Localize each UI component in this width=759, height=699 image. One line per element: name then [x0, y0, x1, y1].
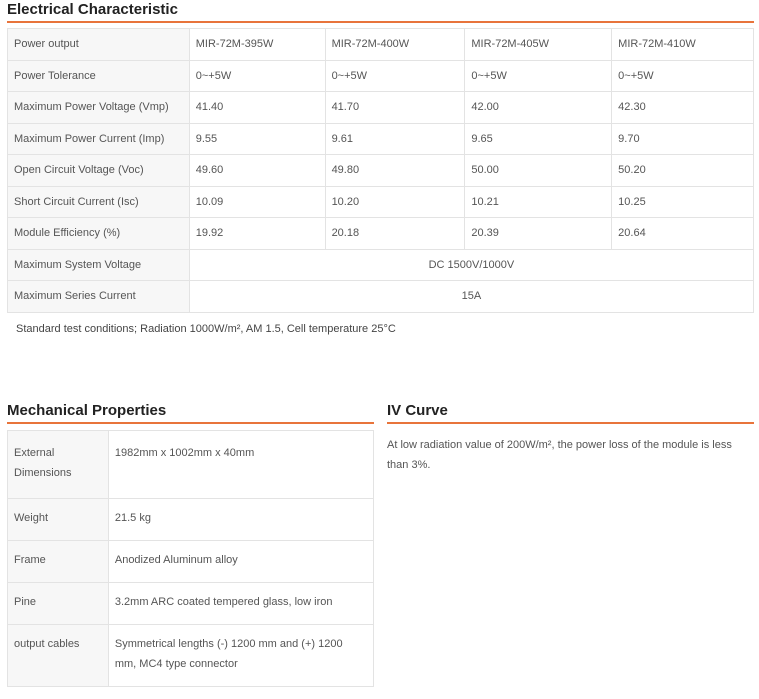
cell-value: 0~+5W	[612, 60, 754, 92]
row-label: Open Circuit Voltage (Voc)	[8, 155, 190, 187]
mechanical-title: Mechanical Properties	[7, 403, 374, 424]
cell-value: 10.21	[465, 186, 612, 218]
row-label: Power Tolerance	[8, 60, 190, 92]
table-row	[8, 60, 754, 92]
cell-value: 0~+5W	[189, 60, 325, 92]
cell-value: 41.40	[189, 92, 325, 124]
cell-value: 50.20	[612, 155, 754, 187]
mechanical-table	[7, 430, 374, 687]
cell-value: 1982mm x 1002mm x 40mm	[108, 431, 373, 499]
cell-value: 9.65	[465, 123, 612, 155]
cell-value: MIR-72M-405W	[465, 29, 612, 61]
table-row	[8, 625, 374, 687]
cell-value: 20.18	[325, 218, 465, 250]
row-label: Pine	[8, 583, 109, 625]
table-row	[8, 155, 754, 187]
cell-value: 21.5 kg	[108, 499, 373, 541]
electrical-table	[7, 28, 754, 313]
iv-curve-text: At low radiation value of 200W/m², the power loss of the module is less than 3%.	[387, 439, 732, 471]
cell-value: 10.20	[325, 186, 465, 218]
table-row	[8, 249, 754, 281]
row-label: External Dimensions	[8, 431, 109, 499]
cell-value: 42.30	[612, 92, 754, 124]
table-row	[8, 186, 754, 218]
row-label: Short Circuit Current (Isc)	[8, 186, 190, 218]
row-label: Frame	[8, 541, 109, 583]
cell-value: 49.60	[189, 155, 325, 187]
table-row	[8, 218, 754, 250]
cell-value: 41.70	[325, 92, 465, 124]
row-label: Power output	[8, 29, 190, 61]
table-row	[8, 281, 754, 313]
row-label: Maximum System Voltage	[8, 249, 190, 281]
row-label: Module Efficiency (%)	[8, 218, 190, 250]
cell-value: MIR-72M-395W	[189, 29, 325, 61]
table-row	[8, 431, 374, 499]
table-row	[8, 123, 754, 155]
cell-value: 10.25	[612, 186, 754, 218]
table-row	[8, 92, 754, 124]
test-conditions-note: Standard test conditions; Radiation 1000W/m², AM 1.5, Cell temperature 25°C	[16, 323, 396, 335]
cell-value: 42.00	[465, 92, 612, 124]
cell-value: 20.39	[465, 218, 612, 250]
cell-value: 0~+5W	[465, 60, 612, 92]
cell-value: 9.70	[612, 123, 754, 155]
cell-value: Anodized Aluminum alloy	[108, 541, 373, 583]
cell-value: 3.2mm ARC coated tempered glass, low iron	[108, 583, 373, 625]
row-label: Maximum Power Current (Imp)	[8, 123, 190, 155]
cell-value: 15A	[189, 281, 753, 313]
cell-value: 20.64	[612, 218, 754, 250]
cell-value: 19.92	[189, 218, 325, 250]
cell-value: 0~+5W	[325, 60, 465, 92]
table-row	[8, 583, 374, 625]
cell-value: 49.80	[325, 155, 465, 187]
row-label: Maximum Series Current	[8, 281, 190, 313]
cell-value: MIR-72M-400W	[325, 29, 465, 61]
cell-value: 10.09	[189, 186, 325, 218]
cell-value: 9.55	[189, 123, 325, 155]
electrical-title: Electrical Characteristic	[7, 2, 754, 23]
cell-value: 9.61	[325, 123, 465, 155]
table-row	[8, 541, 374, 583]
cell-value: MIR-72M-410W	[612, 29, 754, 61]
cell-value: 50.00	[465, 155, 612, 187]
iv-curve-title: IV Curve	[387, 403, 754, 424]
table-row	[8, 499, 374, 541]
row-label: output cables	[8, 625, 109, 687]
row-label: Weight	[8, 499, 109, 541]
row-label: Maximum Power Voltage (Vmp)	[8, 92, 190, 124]
cell-value: Symmetrical lengths (-) 1200 mm and (+) 1200 mm, MC4 type connector	[108, 625, 373, 687]
table-row	[8, 29, 754, 61]
cell-value: DC 1500V/1000V	[189, 249, 753, 281]
